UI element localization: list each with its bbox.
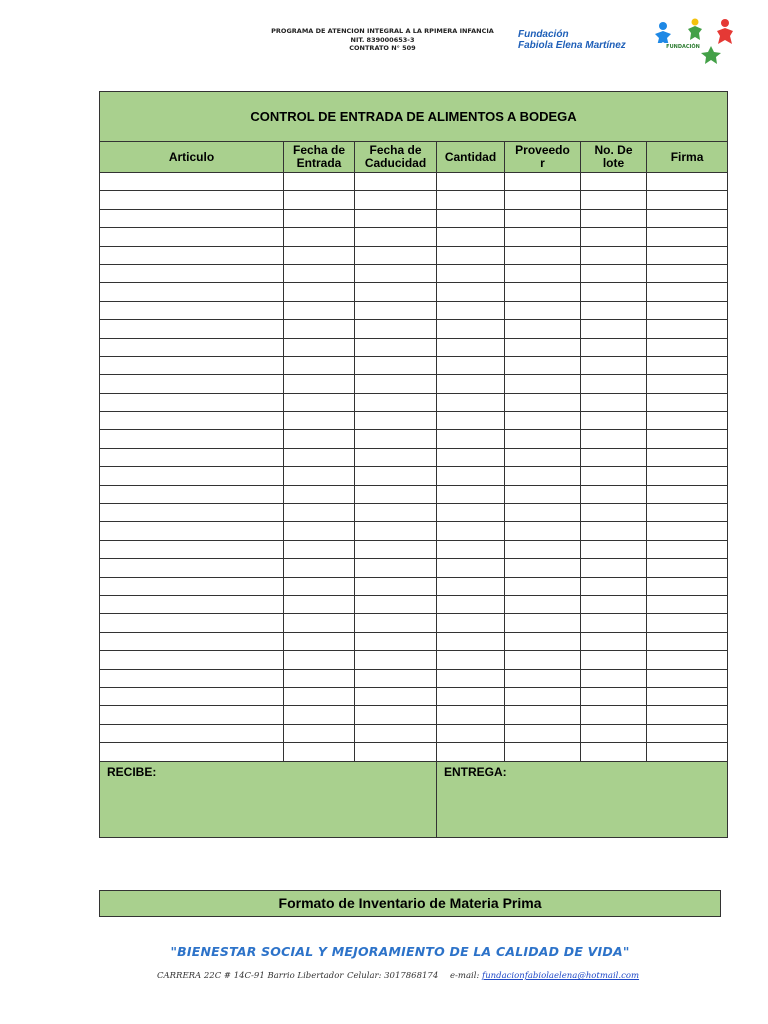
table-cell[interactable] — [437, 485, 505, 503]
table-cell[interactable] — [100, 577, 284, 595]
table-row — [100, 264, 728, 282]
table-cell[interactable] — [355, 283, 437, 301]
table-cell[interactable] — [647, 614, 728, 632]
table-cell[interactable] — [284, 706, 355, 724]
table-cell[interactable] — [100, 743, 284, 761]
table-cell[interactable] — [284, 393, 355, 411]
table-row — [100, 320, 728, 338]
table-cell[interactable] — [647, 651, 728, 669]
table-cell[interactable] — [505, 522, 581, 540]
table-cell[interactable] — [581, 559, 647, 577]
table-cell[interactable] — [355, 706, 437, 724]
table-row — [100, 246, 728, 264]
table-cell[interactable] — [647, 632, 728, 650]
table-row — [100, 228, 728, 246]
table-cell[interactable] — [505, 743, 581, 761]
table-row — [100, 209, 728, 227]
table-cell[interactable] — [647, 706, 728, 724]
table-body — [100, 173, 728, 762]
table-cell[interactable] — [437, 338, 505, 356]
table-cell[interactable] — [437, 356, 505, 374]
table-row — [100, 485, 728, 503]
table-cell[interactable] — [437, 522, 505, 540]
table-cell[interactable] — [581, 356, 647, 374]
table-cell[interactable] — [581, 577, 647, 595]
table-cell[interactable] — [100, 614, 284, 632]
table-cell[interactable] — [647, 504, 728, 522]
table-cell[interactable] — [581, 264, 647, 282]
table-cell[interactable] — [355, 393, 437, 411]
table-cell[interactable] — [437, 632, 505, 650]
table-cell[interactable] — [505, 504, 581, 522]
table-row — [100, 540, 728, 558]
table-cell[interactable] — [647, 338, 728, 356]
table-cell[interactable] — [505, 320, 581, 338]
table-cell[interactable] — [581, 301, 647, 319]
table-cell[interactable] — [505, 467, 581, 485]
table-row — [100, 301, 728, 319]
foundation-name-line2: Fabiola Elena Martínez — [518, 40, 626, 51]
table-cell[interactable] — [581, 375, 647, 393]
table-cell[interactable] — [581, 632, 647, 650]
table-cell[interactable] — [100, 173, 284, 191]
table-cell[interactable] — [284, 191, 355, 209]
table-cell[interactable] — [355, 522, 437, 540]
table-cell[interactable] — [100, 448, 284, 466]
table-cell[interactable] — [284, 577, 355, 595]
table-cell[interactable] — [437, 724, 505, 742]
table-cell[interactable] — [355, 209, 437, 227]
table-cell[interactable] — [284, 559, 355, 577]
table-row — [100, 614, 728, 632]
table-cell[interactable] — [355, 430, 437, 448]
table-cell[interactable] — [505, 393, 581, 411]
table-cell[interactable] — [437, 669, 505, 687]
table-cell[interactable] — [355, 173, 437, 191]
table-cell[interactable] — [100, 522, 284, 540]
table-cell[interactable] — [505, 246, 581, 264]
nit-number: NIT. 839000653-3 — [350, 35, 415, 44]
table-cell[interactable] — [647, 320, 728, 338]
table-cell[interactable] — [437, 595, 505, 613]
table-cell[interactable] — [284, 448, 355, 466]
table-cell[interactable] — [505, 540, 581, 558]
table-cell[interactable] — [100, 301, 284, 319]
contract-number: CONTRATO N° 509 — [349, 44, 416, 52]
table-cell[interactable] — [355, 264, 437, 282]
table-cell[interactable] — [284, 301, 355, 319]
table-cell[interactable] — [100, 246, 284, 264]
format-title: Formato de Inventario de Materia Prima — [99, 890, 721, 917]
table-cell[interactable] — [647, 485, 728, 503]
table-cell[interactable] — [647, 375, 728, 393]
table-cell[interactable] — [100, 430, 284, 448]
table-cell[interactable] — [505, 448, 581, 466]
table-cell[interactable] — [437, 283, 505, 301]
table-row — [100, 448, 728, 466]
table-cell[interactable] — [284, 522, 355, 540]
table-row — [100, 522, 728, 540]
table-row — [100, 669, 728, 687]
footer-email-link[interactable]: fundacionfabiolaelena@hotmail.com — [482, 971, 640, 981]
table-row — [100, 412, 728, 430]
table-cell[interactable] — [100, 559, 284, 577]
table-cell[interactable] — [100, 724, 284, 742]
table-cell[interactable] — [647, 228, 728, 246]
col-header-lote: No. De lote — [581, 142, 647, 173]
header-program-info — [250, 27, 515, 53]
table-cell[interactable] — [284, 320, 355, 338]
table-cell[interactable] — [647, 412, 728, 430]
table-cell[interactable] — [100, 283, 284, 301]
table-cell[interactable] — [581, 504, 647, 522]
table-cell[interactable] — [647, 577, 728, 595]
table-cell[interactable] — [100, 412, 284, 430]
table-row — [100, 467, 728, 485]
table-row — [100, 724, 728, 742]
table-cell[interactable] — [647, 430, 728, 448]
table-cell[interactable] — [581, 228, 647, 246]
table-cell[interactable] — [100, 209, 284, 227]
table-cell[interactable] — [581, 651, 647, 669]
food-entry-control-table — [99, 91, 728, 838]
table-cell[interactable] — [647, 191, 728, 209]
table-cell[interactable] — [437, 301, 505, 319]
table-cell[interactable] — [437, 430, 505, 448]
table-cell[interactable] — [100, 356, 284, 374]
table-cell[interactable] — [581, 614, 647, 632]
table-cell[interactable] — [437, 246, 505, 264]
table-cell[interactable] — [505, 338, 581, 356]
table-row — [100, 356, 728, 374]
col-header-cantidad: Cantidad — [437, 142, 505, 173]
table-cell[interactable] — [284, 209, 355, 227]
table-cell[interactable] — [437, 651, 505, 669]
table-cell[interactable] — [647, 283, 728, 301]
table-cell[interactable] — [284, 246, 355, 264]
table-cell[interactable] — [355, 559, 437, 577]
table-cell[interactable] — [100, 228, 284, 246]
table-cell[interactable] — [284, 430, 355, 448]
table-cell[interactable] — [355, 632, 437, 650]
col-header-proveedor: Proveedo r — [505, 142, 581, 173]
table-cell[interactable] — [505, 430, 581, 448]
table-cell[interactable] — [355, 504, 437, 522]
table-cell[interactable] — [100, 706, 284, 724]
table-cell[interactable] — [100, 504, 284, 522]
table-cell[interactable] — [284, 375, 355, 393]
table-cell[interactable] — [100, 467, 284, 485]
table-cell[interactable] — [437, 320, 505, 338]
table-row — [100, 393, 728, 411]
table-row — [100, 743, 728, 761]
table-row — [100, 687, 728, 705]
table-cell[interactable] — [505, 577, 581, 595]
table-cell[interactable] — [284, 467, 355, 485]
table-cell[interactable] — [355, 191, 437, 209]
table-cell[interactable] — [647, 173, 728, 191]
table-cell[interactable] — [647, 264, 728, 282]
table-cell[interactable] — [505, 173, 581, 191]
table-cell[interactable] — [100, 632, 284, 650]
table-cell[interactable] — [100, 687, 284, 705]
table-cell[interactable] — [437, 264, 505, 282]
table-cell[interactable] — [284, 264, 355, 282]
table-cell[interactable] — [505, 687, 581, 705]
program-name: PROGRAMA DE ATENCION INTEGRAL A LA RPIMERA INFANCIA — [271, 27, 494, 35]
table-cell[interactable] — [100, 485, 284, 503]
table-cell[interactable] — [100, 191, 284, 209]
entrega-cell[interactable] — [437, 761, 728, 837]
table-cell[interactable] — [581, 320, 647, 338]
recibe-cell[interactable] — [100, 761, 437, 837]
foundation-logo-icon — [653, 16, 739, 66]
recibe-label: RECIBE: — [107, 764, 157, 779]
table-cell[interactable] — [505, 559, 581, 577]
table-cell[interactable] — [355, 669, 437, 687]
table-cell[interactable] — [355, 467, 437, 485]
table-cell[interactable] — [437, 577, 505, 595]
table-cell[interactable] — [284, 504, 355, 522]
footer-slogan: "BIENESTAR SOCIAL Y MEJORAMIENTO DE LA CALIDAD DE VIDA" — [170, 944, 630, 959]
table-cell[interactable] — [284, 485, 355, 503]
table-cell[interactable] — [581, 448, 647, 466]
table-cell[interactable] — [100, 393, 284, 411]
table-cell[interactable] — [647, 743, 728, 761]
table-cell[interactable] — [355, 651, 437, 669]
table-cell[interactable] — [505, 264, 581, 282]
table-cell[interactable] — [647, 467, 728, 485]
table-cell[interactable] — [284, 743, 355, 761]
table-cell[interactable] — [581, 412, 647, 430]
table-cell[interactable] — [437, 209, 505, 227]
table-cell[interactable] — [647, 448, 728, 466]
table-cell[interactable] — [505, 283, 581, 301]
table-cell[interactable] — [581, 283, 647, 301]
table-cell[interactable] — [505, 632, 581, 650]
table-cell[interactable] — [437, 375, 505, 393]
table-cell[interactable] — [355, 743, 437, 761]
table-cell[interactable] — [647, 246, 728, 264]
table-cell[interactable] — [581, 706, 647, 724]
table-cell[interactable] — [100, 540, 284, 558]
table-cell[interactable] — [505, 375, 581, 393]
table-cell[interactable] — [505, 614, 581, 632]
table-cell[interactable] — [100, 264, 284, 282]
table-cell[interactable] — [284, 540, 355, 558]
table-cell[interactable] — [505, 191, 581, 209]
col-header-fecha-entrada: Fecha de Entrada — [284, 142, 355, 173]
table-cell[interactable] — [284, 412, 355, 430]
table-cell[interactable] — [505, 301, 581, 319]
table-cell[interactable] — [505, 485, 581, 503]
table-cell[interactable] — [355, 338, 437, 356]
table-cell[interactable] — [505, 356, 581, 374]
table-cell[interactable] — [581, 595, 647, 613]
table-cell[interactable] — [581, 393, 647, 411]
footer-email — [450, 971, 639, 981]
table-row — [100, 173, 728, 191]
table-cell[interactable] — [100, 595, 284, 613]
col-header-articulo: Articulo — [100, 142, 284, 173]
table-cell[interactable] — [505, 651, 581, 669]
table-cell[interactable] — [437, 614, 505, 632]
table-cell[interactable] — [505, 595, 581, 613]
footer-address: CARRERA 22C # 14C-91 Barrio Libertador — [157, 971, 344, 981]
table-row — [100, 706, 728, 724]
table-cell[interactable] — [284, 614, 355, 632]
table-cell[interactable] — [505, 724, 581, 742]
table-cell[interactable] — [284, 651, 355, 669]
table-cell[interactable] — [647, 301, 728, 319]
table-cell[interactable] — [437, 191, 505, 209]
table-cell[interactable] — [284, 283, 355, 301]
table-cell[interactable] — [647, 595, 728, 613]
table-cell[interactable] — [581, 687, 647, 705]
table-cell[interactable] — [437, 393, 505, 411]
table-cell[interactable] — [284, 228, 355, 246]
col-header-firma: Firma — [647, 142, 728, 173]
table-cell[interactable] — [581, 191, 647, 209]
table-row — [100, 559, 728, 577]
table-cell[interactable] — [284, 356, 355, 374]
table-cell[interactable] — [505, 706, 581, 724]
table-cell[interactable] — [505, 209, 581, 227]
table-cell[interactable] — [355, 614, 437, 632]
table-cell[interactable] — [581, 246, 647, 264]
table-cell[interactable] — [100, 669, 284, 687]
table-cell[interactable] — [355, 448, 437, 466]
table-row — [100, 283, 728, 301]
table-cell[interactable] — [284, 595, 355, 613]
table-cell[interactable] — [647, 356, 728, 374]
table-cell[interactable] — [284, 724, 355, 742]
table-cell[interactable] — [437, 504, 505, 522]
table-header-row — [100, 142, 728, 173]
table-cell[interactable] — [581, 430, 647, 448]
table-cell[interactable] — [437, 412, 505, 430]
table-row — [100, 504, 728, 522]
table-cell[interactable] — [581, 209, 647, 227]
table-cell[interactable] — [647, 393, 728, 411]
table-cell[interactable] — [284, 338, 355, 356]
footer-email-label: e-mail: — [450, 971, 480, 981]
table-cell[interactable] — [100, 375, 284, 393]
table-cell[interactable] — [437, 228, 505, 246]
table-cell[interactable] — [505, 228, 581, 246]
table-cell[interactable] — [355, 412, 437, 430]
table-title: CONTROL DE ENTRADA DE ALIMENTOS A BODEGA — [100, 92, 728, 142]
logo-text: FUNDACIÓN — [666, 44, 700, 50]
table-row — [100, 375, 728, 393]
footer-phone: Celular: 3017868174 — [347, 971, 439, 981]
table-cell[interactable] — [647, 522, 728, 540]
entrega-label: ENTREGA: — [444, 764, 507, 779]
table-cell[interactable] — [581, 173, 647, 191]
table-cell[interactable] — [581, 485, 647, 503]
table-cell[interactable] — [647, 559, 728, 577]
table-row — [100, 632, 728, 650]
table-cell[interactable] — [355, 595, 437, 613]
table-cell[interactable] — [581, 338, 647, 356]
table-cell[interactable] — [355, 687, 437, 705]
table-cell[interactable] — [647, 669, 728, 687]
table-cell[interactable] — [355, 540, 437, 558]
table-cell[interactable] — [437, 448, 505, 466]
table-cell[interactable] — [437, 743, 505, 761]
table-cell[interactable] — [581, 467, 647, 485]
table-cell[interactable] — [437, 540, 505, 558]
col-header-fecha-caducidad: Fecha de Caducidad — [355, 142, 437, 173]
table-cell[interactable] — [647, 540, 728, 558]
table-row — [100, 651, 728, 669]
table-row — [100, 338, 728, 356]
table-cell[interactable] — [581, 522, 647, 540]
table-cell[interactable] — [437, 559, 505, 577]
foundation-name — [518, 29, 626, 51]
table-cell[interactable] — [355, 375, 437, 393]
table-cell[interactable] — [581, 724, 647, 742]
table-cell[interactable] — [284, 669, 355, 687]
table-cell[interactable] — [647, 724, 728, 742]
table-cell[interactable] — [355, 228, 437, 246]
table-cell[interactable] — [581, 743, 647, 761]
table-cell[interactable] — [647, 209, 728, 227]
table-cell[interactable] — [284, 173, 355, 191]
table-cell[interactable] — [355, 320, 437, 338]
table-cell[interactable] — [437, 687, 505, 705]
table-cell[interactable] — [437, 173, 505, 191]
table-row — [100, 595, 728, 613]
table-cell[interactable] — [355, 356, 437, 374]
table-cell[interactable] — [284, 687, 355, 705]
table-cell[interactable] — [284, 632, 355, 650]
table-row — [100, 577, 728, 595]
signature-row — [100, 761, 728, 837]
table-row — [100, 430, 728, 448]
table-cell[interactable] — [100, 338, 284, 356]
table-cell[interactable] — [437, 706, 505, 724]
table-row — [100, 191, 728, 209]
table-cell[interactable] — [581, 540, 647, 558]
table-cell[interactable] — [355, 577, 437, 595]
table-cell[interactable] — [505, 669, 581, 687]
table-cell[interactable] — [100, 651, 284, 669]
table-cell[interactable] — [355, 724, 437, 742]
table-cell[interactable] — [100, 320, 284, 338]
table-cell[interactable] — [647, 687, 728, 705]
foundation-name-line1: Fundación — [518, 29, 569, 40]
table-cell[interactable] — [581, 669, 647, 687]
table-cell[interactable] — [355, 246, 437, 264]
table-cell[interactable] — [355, 485, 437, 503]
table-cell[interactable] — [437, 467, 505, 485]
table-cell[interactable] — [355, 301, 437, 319]
table-cell[interactable] — [505, 412, 581, 430]
